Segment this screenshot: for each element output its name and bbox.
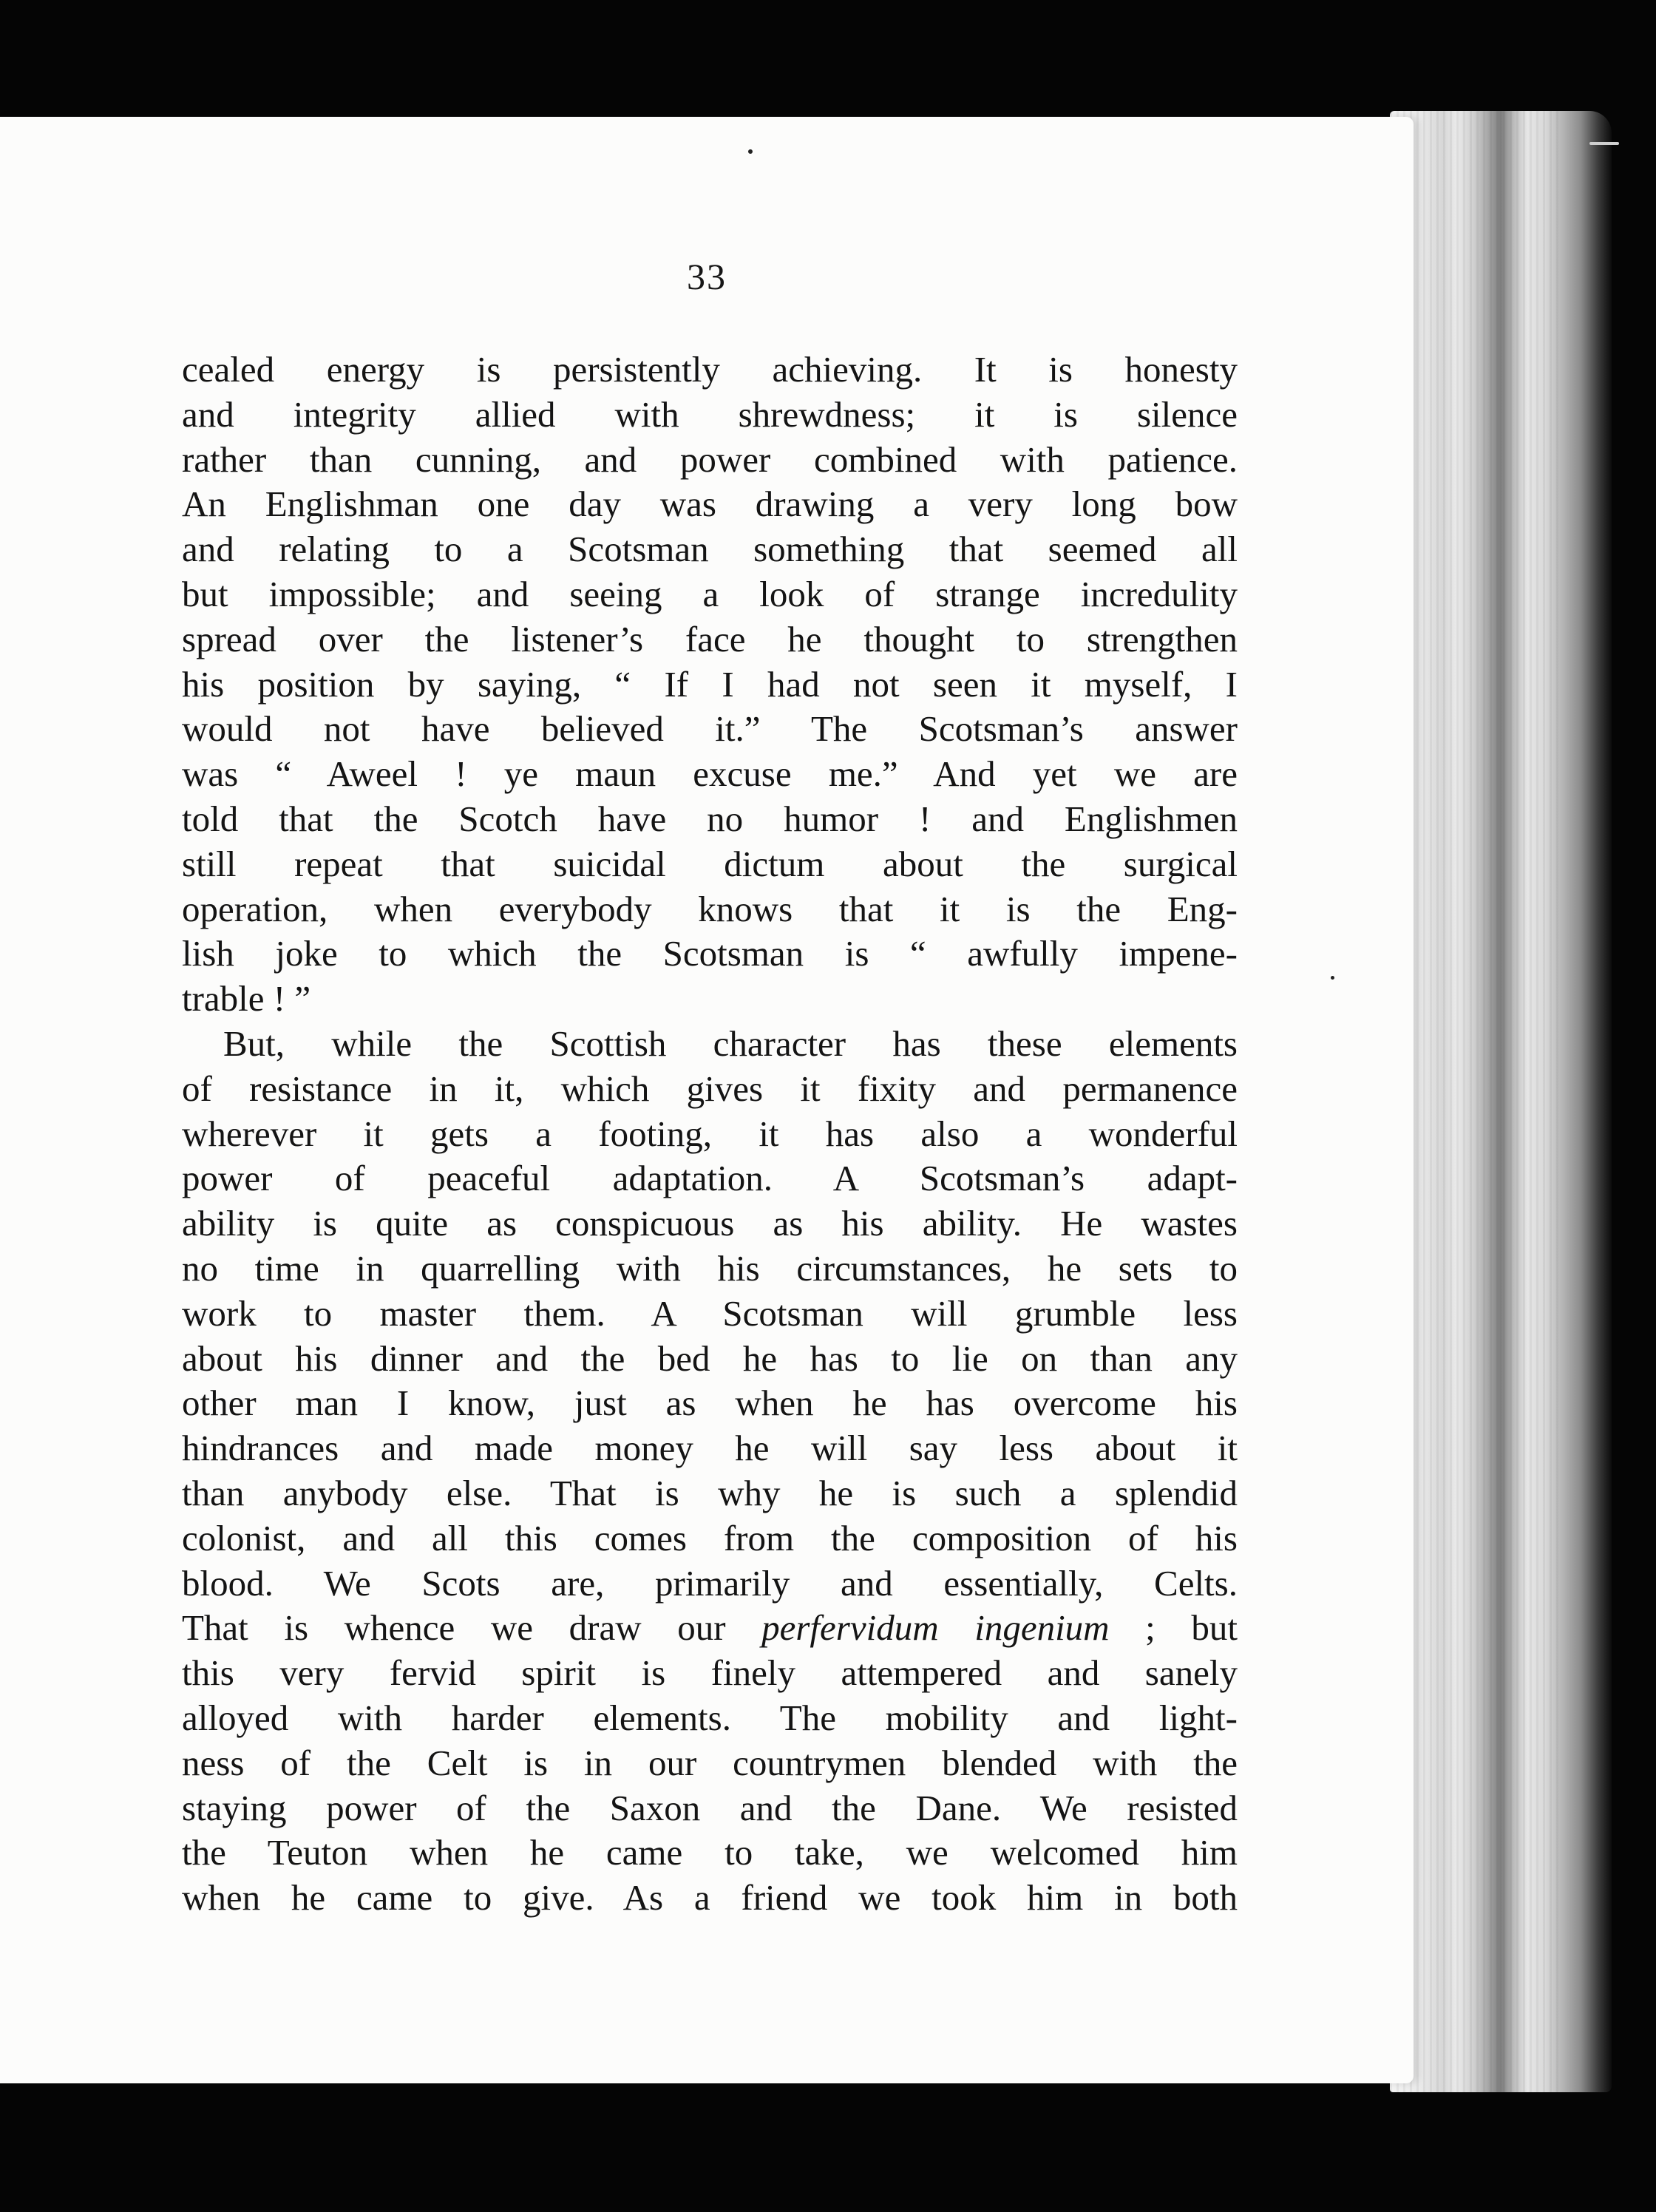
text-line: operation, when everybody knows that it is the Eng- [182,888,1238,929]
text-line: when he came to give. As a friend we took him in both [182,1877,1238,1918]
body-text [182,347,1238,1921]
text-line: and integrity allied with shrewdness; it is silence [182,393,1238,435]
text-line: staying power of the Saxon and the Dane. We resisted [182,1787,1238,1828]
text-line: and relating to a Scotsman something that seemed all [182,529,1238,570]
text-line: rather than cunning, and power combined with patience. [182,438,1238,480]
text-line: this very fervid spirit is finely attempered and sanely [182,1652,1238,1694]
text-line: the Teuton when he came to take, we welcomed him [182,1832,1238,1873]
text-line: cealed energy is persistently achieving. It is honesty [182,349,1238,390]
text-line: colonist, and all this comes from the composition of his [182,1517,1238,1558]
text-line: about his dinner and the bed he has to lie on than any [182,1337,1238,1379]
text-line: wherever it gets a footing, it has also a wonderful [182,1113,1238,1154]
text-line: lish joke to which the Scotsman is “ awfully impene- [182,933,1238,974]
text-line: other man I know, just as when he has overcome his [182,1382,1238,1424]
text-line: no time in quarrelling with his circumstances, he sets to [182,1247,1238,1289]
text-fragment: That is whence we draw our [182,1607,762,1649]
text-line: But, while the Scottish character has these elements [223,1022,1238,1064]
text-line: ability is quite as conspicuous as his ability. He wastes [182,1203,1238,1244]
scan-speck [1589,142,1619,145]
text-line: would not have believed it.” The Scotsman’s answer [182,708,1238,750]
text-line: alloyed with harder elements. The mobility and light- [182,1697,1238,1738]
text-line: trable ! ” [182,978,311,1020]
scan-speck [1331,976,1334,980]
paragraph-1 [182,347,1238,1022]
text-line: but impossible; and seeing a look of strange incredulity [182,573,1238,614]
text-line: was “ Aweel ! ye maun excuse me.” And yet we are [182,753,1238,795]
text-line: than anybody else. That is why he is such a splendid [182,1472,1238,1513]
text-line: spread over the listener’s face he thought to strengthen [182,618,1238,659]
text-line: of resistance in it, which gives it fixity and permanence [182,1068,1238,1109]
text-line: blood. We Scots are, primarily and essentially, Celts. [182,1562,1238,1604]
text-line: his position by saying, “ If I had not seen it myself, I [182,663,1238,705]
text-line: An Englishman one day was drawing a very long bow [182,484,1238,525]
text-line-with-italic [182,1606,1238,1651]
text-line: still repeat that suicidal dictum about the surgical [182,843,1238,884]
text-line: ness of the Celt is in our countrymen blended with the [182,1742,1238,1783]
text-line: told that the Scotch have no humor ! and Englishmen [182,798,1238,839]
text-line: work to master them. A Scotsman will grumble less [182,1292,1238,1334]
text-fragment: ; but [1109,1607,1238,1649]
page-number: 33 [687,256,727,297]
page-edge-lines [1390,111,1560,2092]
text-line: hindrances and made money he will say less about it [182,1428,1238,1469]
text-line: power of peaceful adaptation. A Scotsman’s adapt- [182,1158,1238,1199]
italic-phrase: perfervidum ingenium [761,1607,1110,1649]
scan-speck [748,149,753,154]
paragraph-2 [182,1022,1238,1921]
